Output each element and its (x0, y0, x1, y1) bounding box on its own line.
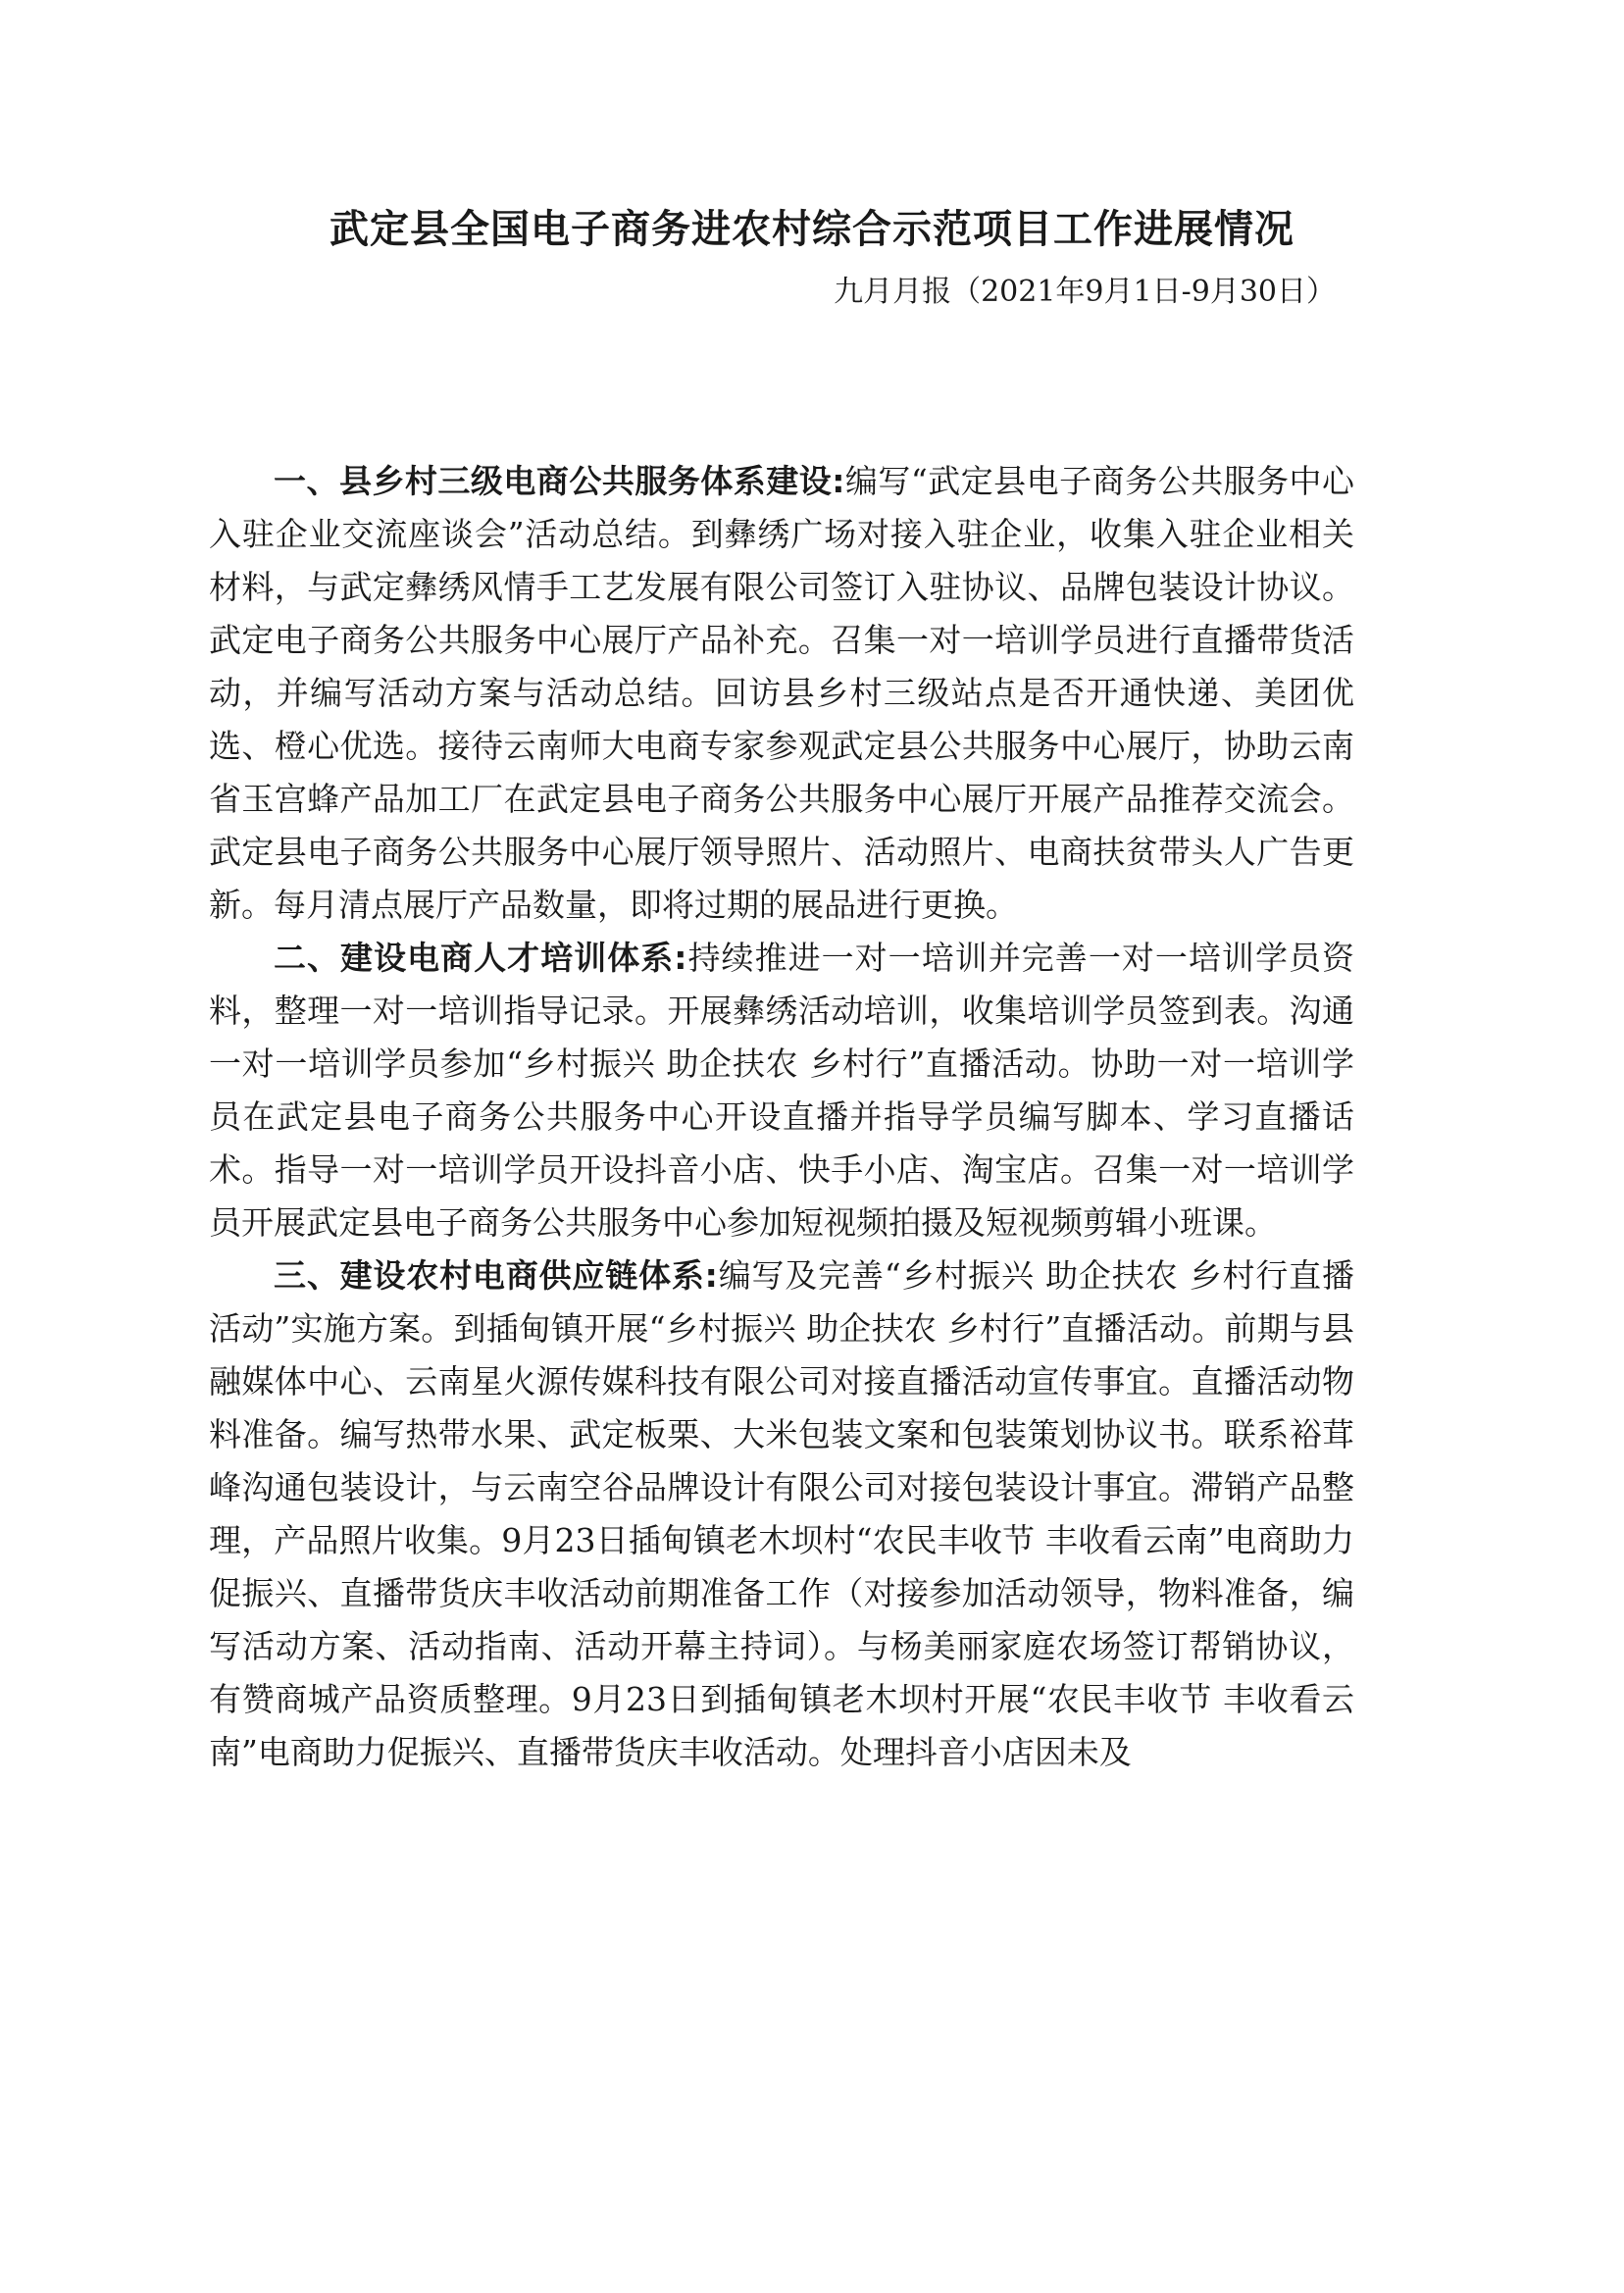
document-subtitle: 九月月报（2021年9月1日-9月30日） (834, 275, 1336, 309)
section-text-1: 编写“武定县电子商务公共服务中心入驻企业交流座谈会”活动总结。到彝绣广场对接入驻企业，收集入驻企业相关材料，与武定彝绣风情手工艺发展有限公司签订入驻协议、品牌包装设计协议。武定电子商务公共服务中心展厅产品补充。召集一对一培训学员进行直播带货活动，并编写活动方案与活动总结。回访县乡村三级站点是否开通快递、美团优选、橙心优选。接待云南师大电商专家参观武定县公共服务中心展厅，协助云南省玉宫蜂产品加工厂在武定县电子商务公共服务中心展厅开展产品推荐交流会。武定县电子商务公共服务中心展厅领导照片、活动照片、电商扶贫带头人广告更新。每月清点展厅产品数量，即将过期的展品进行更换。 (209, 462, 1354, 924)
document-title: 武定县全国电子商务进农村综合示范项目工作进展情况 (330, 207, 1294, 252)
document-body (209, 455, 1354, 1779)
section-text-3: 编写及完善“乡村振兴 助企扶农 乡村行直播活动”实施方案。到插甸镇开展“乡村振兴 助企扶农 乡村行”直播活动。前期与县融媒体中心、云南星火源传媒科技有限公司对接直播活动宣传事宜。直播活动物料准备。编写热带水果、武定板栗、大米包装文案和包装策划协议书。联系裕茸峰沟通包装设计，与云南空谷品牌设计有限公司对接包装设计事宜。滞销产品整理，产品照片收集。9月23日插甸镇老木坝村“农民丰收节 丰收看云南”电商助力促振兴、直播带货庆丰收活动前期准备工作（对接参加活动领导，物料准备，编写活动方案、活动指南、活动开幕主持词）。与杨美丽家庭农场签订帮销协议，有赞商城产品资质整理。9月23日到插甸镇老木坝村开展“农民丰收节 丰收看云南”电商助力促振兴、直播带货庆丰收活动。处理抖音小店因未及 (209, 1256, 1354, 1771)
section-heading-3: 三、建设农村电商供应链体系: (274, 1256, 718, 1295)
section-paragraph-1 (209, 455, 1354, 932)
section-text-2: 持续推进一对一培训并完善一对一培训学员资料，整理一对一培训指导记录。开展彝绣活动培训，收集培训学员签到表。沟通一对一培训学员参加“乡村振兴 助企扶农 乡村行”直播活动。协助一对一培训学员在武定县电子商务公共服务中心开设直播并指导学员编写脚本、学习直播话术。指导一对一培训学员开设抖音小店、快手小店、淘宝店。召集一对一培训学员开展武定县电子商务公共服务中心参加短视频拍摄及短视频剪辑小班课。 (209, 939, 1354, 1242)
section-paragraph-2 (209, 932, 1354, 1249)
section-paragraph-3 (209, 1249, 1354, 1779)
section-heading-1: 一、县乡村三级电商公共服务体系建设: (274, 462, 845, 500)
section-heading-2: 二、建设电商人才培训体系: (274, 939, 687, 977)
